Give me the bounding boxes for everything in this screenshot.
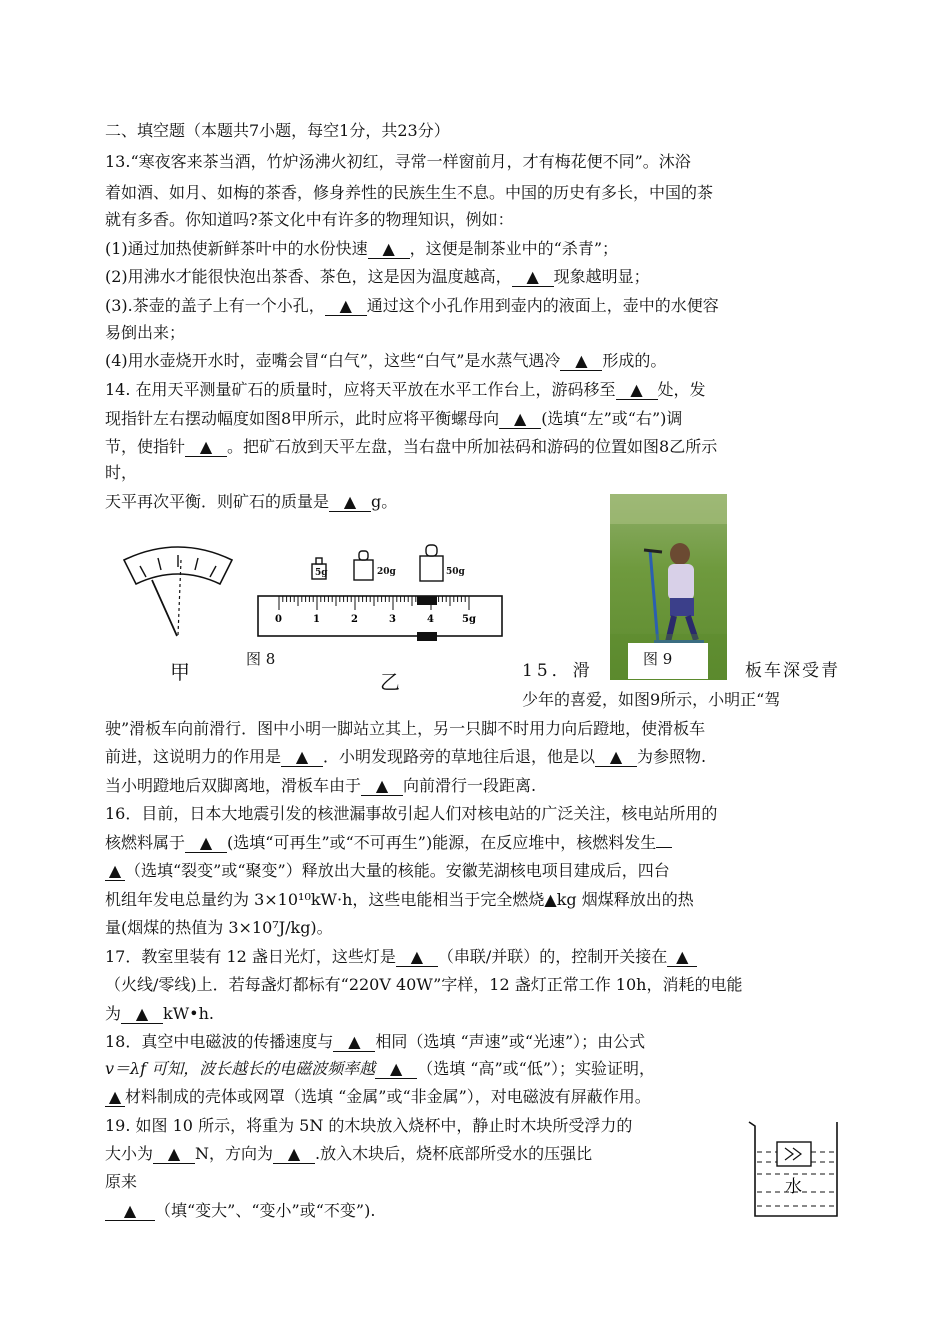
text-line: 14. 在用天平测量矿石的质量时，应将天平放在水平工作台上，游码移至 ▲ 处，发 [105,380,706,399]
answer-blank[interactable]: ▲ [153,1145,195,1164]
answer-blank[interactable]: ▲ [281,748,323,767]
text-line: 18．真空中电磁波的传播速度与 ▲ 相同（选填 “声速”或“光速”）；由公式 [105,1032,646,1051]
answer-blank[interactable]: ▲ [396,948,438,967]
text-line: (4)用水壶烧开水时，壶嘴会冒“白气”，这些“白气”是水蒸气遇冷 ▲ 形成的。 [105,351,667,370]
text-line: v＝λf 可知，波长越长的电磁波频率越 ▲ （选填 “高”或“低”）；实验证明， [105,1059,656,1078]
scale-tick-label: 3 [389,614,396,625]
scale-tick-label: 5g [462,614,476,625]
text-line: (2)用沸水才能很快泡出茶香、茶色，这是因为温度越高， ▲ 现象越明显； [105,267,650,286]
text-line: ▲ （选填“裂变”或“聚变”）释放出大量的核能。安徽芜湖核电项目建成后，四台 [105,860,670,882]
text-line: 前进，这说明力的作用是 ▲ ．小明发现路旁的草地往后退，他是以 ▲ 为参照物. [105,747,707,766]
text-line: 时， [105,463,138,482]
scale-tick-label: 4 [427,614,434,625]
balance-pointer-figure [118,540,243,650]
answer-blank[interactable]: ▲ [105,862,125,881]
answer-blank[interactable]: ▲ [667,948,697,967]
text-line: (1)通过加热使新鲜茶叶中的水份快速 ▲ ，这便是制茶业中的“杀青”； [105,239,619,258]
text-line: ▲ 材料制成的壳体或网罩（选填 “金属”或“非金属”），对电磁波有屏蔽作用。 [105,1086,651,1108]
text-line: 原来 [105,1172,138,1191]
answer-blank[interactable]: ▲ [361,777,403,796]
answer-blank[interactable]: ▲ [375,1060,417,1079]
text-line: 量(烟煤的热值为 3×10⁷J/kg)。 [105,918,333,937]
weight-label: 5g [315,568,328,578]
scale-tick-label: 1 [313,614,320,625]
text-line: 少年的喜爱，如图9所示，小明正“驾 [522,690,781,709]
text-line: 16．目前，日本大地震引发的核泄漏事故引起人们对核电站的广泛关注，核电站所用的 [105,804,718,823]
answer-blank[interactable]: ▲ [512,268,554,287]
text-line: 现指针左右摆动幅度如图8甲所示，此时应将平衡螺母向 ▲ (选填“左”或“右”)调 [105,409,683,428]
section-heading: 二、填空题（本题共7小题，每空1分，共23分） [105,121,450,140]
answer-blank[interactable]: ▲ [273,1145,315,1164]
weight-label: 50g [446,567,465,577]
answer-blank[interactable]: ▲ [560,352,602,371]
text-line: 就有多香。你知道吗?茶文化中有许多的物理知识，例如： [105,210,514,229]
figure-8-caption: 图 8 [246,650,276,668]
text-line: 13.“寒夜客来茶当酒，竹炉汤沸火初红，寻常一样窗前月，才有梅花便不同”。沐浴 [105,152,691,171]
answer-blank[interactable]: ▲ [595,748,637,767]
text-line: 机组年发电总量约为 3×10¹⁰kW·h，这些电能相当于完全燃烧▲kg 烟煤释放出的热 [105,890,694,909]
text-line: 17．教室里装有 12 盏日光灯，这些灯是 ▲ （串联/并联）的，控制开关接在 ▲ [105,946,697,968]
text-line: （火线/零线)上．若每盏灯都标有“220V 40W”字样，12 盏灯正常工作 10h，消耗的电能 [105,975,743,994]
text-line: 核燃料属于 ▲ (选填“可再生”或“不可再生”)能源，在反应堆中，核燃料发生 [105,832,672,854]
text-line: 15．滑 [522,661,594,681]
text-line: 驶”滑板车向前滑行．图中小明一脚站立其上，另一只脚不时用力向后蹬地，使滑板车 [105,719,706,738]
figure-9-caption: 图 9 [643,650,673,668]
answer-blank[interactable]: ▲ [105,1202,155,1221]
text-line: 板车深受青 [745,661,840,681]
text-line: 节，使指针 ▲ 。把矿石放到天平左盘，当右盘中所加祛码和游码的位置如图8乙所示 [105,437,718,456]
text-line: 着如酒、如月、如梅的茶香，修身养性的民族生生不息。中国的历史有多长，中国的茶 [105,183,714,202]
answer-blank[interactable]: ▲ [499,410,541,429]
text-line: 当小明蹬地后双脚离地，滑板车由于 ▲ 向前滑行一段距离. [105,776,537,795]
figure-label-yi: 乙 [380,670,400,694]
text-line: ▲ （填“变大”、“变小”或“不变”). [105,1200,375,1222]
weights-and-scale-figure [255,540,505,645]
answer-blank[interactable]: ▲ [368,240,410,259]
answer-blank[interactable] [656,847,672,848]
text-line: 19. 如图 10 所示，将重为 5N 的木块放入烧杯中，静止时木块所受浮力的 [105,1116,633,1135]
answer-blank[interactable]: ▲ [105,1088,125,1107]
answer-blank[interactable]: ▲ [616,381,658,400]
answer-blank[interactable]: ▲ [185,438,227,457]
water-label: 水 [785,1177,802,1197]
text-line: 天平再次平衡．则矿石的质量是 ▲ g。 [105,492,398,511]
answer-blank[interactable]: ▲ [185,834,227,853]
text-line: 大小为 ▲ N，方向为 ▲ .放入木块后，烧杯底部所受水的压强比 [105,1144,593,1163]
weight-label: 20g [377,567,396,577]
text-line: 易倒出来； [105,323,186,342]
scale-tick-label: 0 [275,614,282,625]
answer-blank[interactable]: ▲ [329,493,371,512]
scale-tick-label: 2 [351,614,358,625]
beaker-figure [745,1112,845,1222]
figure-label-jia: 甲 [170,660,190,684]
answer-blank[interactable]: ▲ [325,297,367,316]
answer-blank[interactable]: ▲ [121,1005,163,1024]
rider [417,596,437,605]
answer-blank[interactable]: ▲ [333,1033,375,1052]
text-line: 为 ▲ kW•h. [105,1004,214,1023]
text-line: (3).茶壶的盖子上有一个小孔， ▲ 通过这个小孔作用到壶内的液面上，壶中的水便容 [105,296,719,315]
